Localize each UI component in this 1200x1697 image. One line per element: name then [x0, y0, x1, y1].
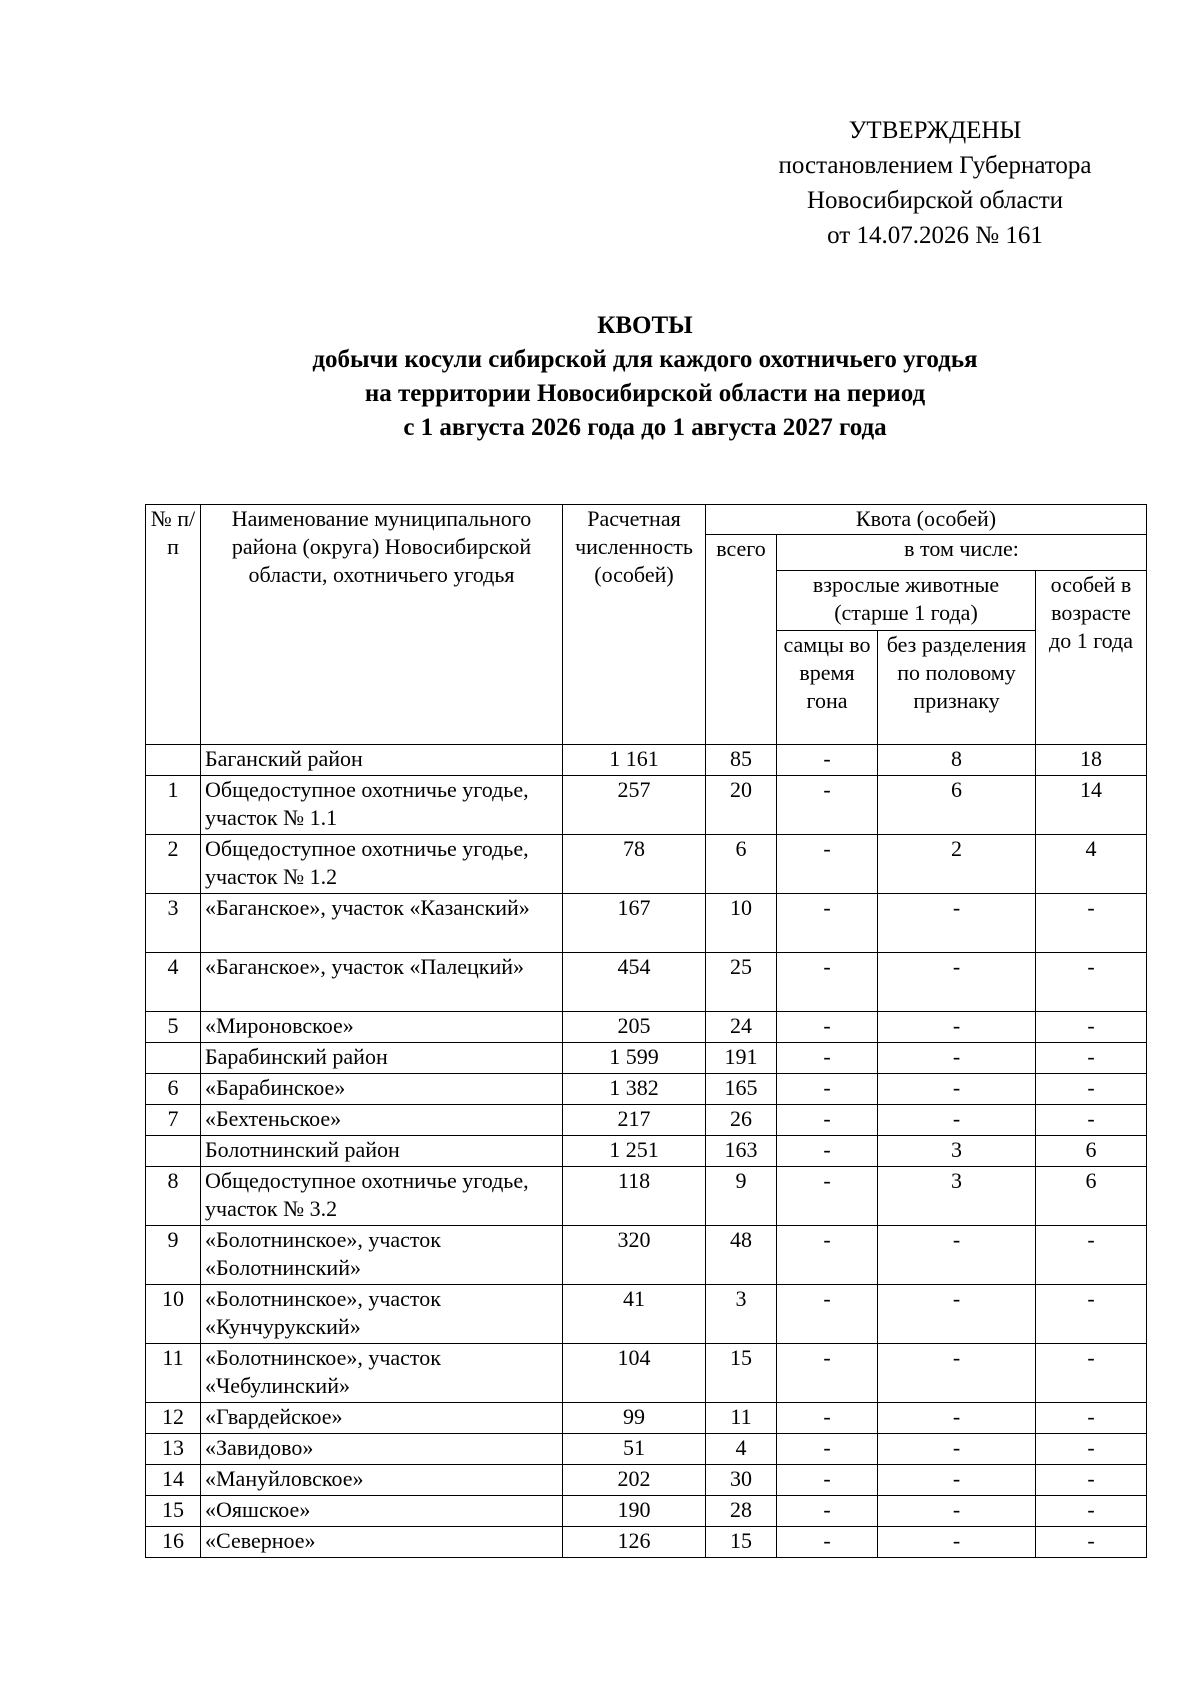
- table-row: [146, 1074, 1147, 1105]
- cell-total: 9: [706, 1167, 777, 1226]
- cell-name: «Завидово»: [201, 1434, 563, 1465]
- cell-no-sex: 3: [878, 1167, 1036, 1226]
- cell-males-rut: -: [777, 1074, 878, 1105]
- cell-population: 454: [563, 953, 706, 1012]
- cell-males-rut: -: [777, 1434, 878, 1465]
- cell-num: [146, 1136, 201, 1167]
- cell-num: 2: [146, 835, 201, 894]
- cell-no-sex: -: [878, 894, 1036, 953]
- cell-no-sex: -: [878, 1403, 1036, 1434]
- cell-young: -: [1036, 1344, 1147, 1403]
- cell-name: Баганский район: [201, 745, 563, 776]
- title-heading: КВОТЫ: [597, 312, 693, 339]
- cell-num: 5: [146, 1012, 201, 1043]
- cell-name: «Мироновское»: [201, 1012, 563, 1043]
- cell-total: 26: [706, 1105, 777, 1136]
- cell-total: 85: [706, 745, 777, 776]
- table-row: [146, 1167, 1147, 1226]
- cell-males-rut: -: [777, 1226, 878, 1285]
- cell-males-rut: -: [777, 1167, 878, 1226]
- cell-num: 9: [146, 1226, 201, 1285]
- cell-total: 11: [706, 1403, 777, 1434]
- cell-num: 14: [146, 1465, 201, 1496]
- cell-population: 99: [563, 1403, 706, 1434]
- header-males-rut: самцы во время гона: [777, 631, 878, 745]
- cell-young: -: [1036, 894, 1147, 953]
- header-young: особей в возрасте до 1 года: [1036, 571, 1147, 745]
- cell-young: -: [1036, 1043, 1147, 1074]
- cell-name: «Баганское», участок «Казанский»: [201, 894, 563, 953]
- cell-young: 18: [1036, 745, 1147, 776]
- cell-num: 1: [146, 776, 201, 835]
- table-row: [146, 1285, 1147, 1344]
- header-name: Наименование муниципального района (округа) Новосибирской области, охотничьего угодья: [201, 505, 563, 745]
- cell-population: 1 161: [563, 745, 706, 776]
- cell-males-rut: -: [777, 1043, 878, 1074]
- cell-young: -: [1036, 1074, 1147, 1105]
- cell-num: 4: [146, 953, 201, 1012]
- cell-young: -: [1036, 1465, 1147, 1496]
- cell-num: 13: [146, 1434, 201, 1465]
- header-num: № п/п: [146, 505, 201, 745]
- cell-num: 3: [146, 894, 201, 953]
- cell-total: 4: [706, 1434, 777, 1465]
- cell-population: 1 382: [563, 1074, 706, 1105]
- cell-name: «Баганское», участок «Палецкий»: [201, 953, 563, 1012]
- table-row: [146, 894, 1147, 953]
- district-row: [146, 1136, 1147, 1167]
- header-population: Расчетная численность (особей): [563, 505, 706, 745]
- cell-total: 165: [706, 1074, 777, 1105]
- district-row: [146, 1043, 1147, 1074]
- cell-males-rut: -: [777, 1527, 878, 1558]
- cell-no-sex: -: [878, 1285, 1036, 1344]
- cell-population: 118: [563, 1167, 706, 1226]
- cell-no-sex: -: [878, 953, 1036, 1012]
- cell-population: 126: [563, 1527, 706, 1558]
- cell-population: 41: [563, 1285, 706, 1344]
- cell-young: -: [1036, 1496, 1147, 1527]
- cell-males-rut: -: [777, 1285, 878, 1344]
- table-row: [146, 1465, 1147, 1496]
- table-row: [146, 1434, 1147, 1465]
- cell-males-rut: -: [777, 835, 878, 894]
- cell-num: 7: [146, 1105, 201, 1136]
- cell-total: 6: [706, 835, 777, 894]
- district-row: [146, 745, 1147, 776]
- cell-population: 78: [563, 835, 706, 894]
- cell-name: Общедоступное охотничье угодье, участок № 1.1: [201, 776, 563, 835]
- cell-young: -: [1036, 1012, 1147, 1043]
- cell-name: «Ояшское»: [201, 1496, 563, 1527]
- table-row: [146, 1496, 1147, 1527]
- cell-total: 48: [706, 1226, 777, 1285]
- quota-table: [145, 504, 1147, 1558]
- cell-population: 167: [563, 894, 706, 953]
- cell-population: 320: [563, 1226, 706, 1285]
- cell-males-rut: -: [777, 1105, 878, 1136]
- cell-name: «Северное»: [201, 1527, 563, 1558]
- cell-males-rut: -: [777, 1403, 878, 1434]
- cell-population: 190: [563, 1496, 706, 1527]
- table-row: [146, 1403, 1147, 1434]
- header-no-sex: без разделения по половому признаку: [878, 631, 1036, 745]
- cell-total: 20: [706, 776, 777, 835]
- cell-young: -: [1036, 1285, 1147, 1344]
- table-row: [146, 1527, 1147, 1558]
- cell-no-sex: 8: [878, 745, 1036, 776]
- table-row: [146, 776, 1147, 835]
- cell-num: [146, 1043, 201, 1074]
- cell-no-sex: -: [878, 1012, 1036, 1043]
- cell-name: «Мануйловское»: [201, 1465, 563, 1496]
- cell-num: [146, 745, 201, 776]
- cell-total: 30: [706, 1465, 777, 1496]
- cell-no-sex: 6: [878, 776, 1036, 835]
- cell-num: 6: [146, 1074, 201, 1105]
- header-quota: Квота (особей): [706, 505, 1147, 535]
- cell-name: «Гвардейское»: [201, 1403, 563, 1434]
- cell-males-rut: -: [777, 776, 878, 835]
- cell-population: 51: [563, 1434, 706, 1465]
- cell-num: 11: [146, 1344, 201, 1403]
- cell-males-rut: -: [777, 1465, 878, 1496]
- title-line: добычи косули сибирской для каждого охотничьего угодья: [312, 346, 978, 373]
- cell-young: 14: [1036, 776, 1147, 835]
- table-row: [146, 835, 1147, 894]
- cell-total: 15: [706, 1527, 777, 1558]
- cell-total: 15: [706, 1344, 777, 1403]
- cell-no-sex: -: [878, 1527, 1036, 1558]
- cell-total: 163: [706, 1136, 777, 1167]
- cell-males-rut: -: [777, 1344, 878, 1403]
- cell-no-sex: -: [878, 1465, 1036, 1496]
- cell-population: 205: [563, 1012, 706, 1043]
- cell-no-sex: 3: [878, 1136, 1036, 1167]
- table-row: [146, 1012, 1147, 1043]
- cell-young: -: [1036, 1434, 1147, 1465]
- cell-no-sex: -: [878, 1105, 1036, 1136]
- table-header: [146, 505, 1147, 745]
- cell-num: 8: [146, 1167, 201, 1226]
- cell-name: Общедоступное охотничье угодье, участок № 1.2: [201, 835, 563, 894]
- cell-total: 3: [706, 1285, 777, 1344]
- cell-total: 24: [706, 1012, 777, 1043]
- cell-population: 257: [563, 776, 706, 835]
- table-row: [146, 1105, 1147, 1136]
- cell-young: -: [1036, 953, 1147, 1012]
- cell-no-sex: -: [878, 1074, 1036, 1105]
- cell-males-rut: -: [777, 1012, 878, 1043]
- approval-line: постановлением Губернатора: [778, 152, 1092, 179]
- cell-young: -: [1036, 1105, 1147, 1136]
- cell-no-sex: -: [878, 1226, 1036, 1285]
- cell-males-rut: -: [777, 1136, 878, 1167]
- cell-no-sex: -: [878, 1043, 1036, 1074]
- cell-total: 10: [706, 894, 777, 953]
- cell-young: 6: [1036, 1136, 1147, 1167]
- cell-males-rut: -: [777, 1496, 878, 1527]
- approval-line: Новосибирской области: [806, 187, 1064, 214]
- cell-name: «Барабинское»: [201, 1074, 563, 1105]
- document-title: [145, 309, 1145, 445]
- cell-total: 25: [706, 953, 777, 1012]
- table-row: [146, 1226, 1147, 1285]
- header-adults: взрослые животные (старше 1 года): [777, 571, 1036, 631]
- cell-population: 1 251: [563, 1136, 706, 1167]
- cell-name: Общедоступное охотничье угодье, участок № 3.2: [201, 1167, 563, 1226]
- cell-name: Болотнинский район: [201, 1136, 563, 1167]
- cell-no-sex: -: [878, 1434, 1036, 1465]
- cell-young: -: [1036, 1527, 1147, 1558]
- cell-name: «Болотнинское», участок «Чебулинский»: [201, 1344, 563, 1403]
- cell-young: 4: [1036, 835, 1147, 894]
- cell-total: 191: [706, 1043, 777, 1074]
- cell-name: «Болотнинское», участок «Кунчурукский»: [201, 1285, 563, 1344]
- cell-young: -: [1036, 1226, 1147, 1285]
- header-including: в том числе:: [777, 535, 1147, 571]
- table-row: [146, 953, 1147, 1012]
- approval-block: [760, 113, 1110, 253]
- cell-name: «Бехтеньское»: [201, 1105, 563, 1136]
- cell-young: -: [1036, 1403, 1147, 1434]
- cell-total: 28: [706, 1496, 777, 1527]
- cell-no-sex: -: [878, 1344, 1036, 1403]
- cell-name: «Болотнинское», участок «Болотнинский»: [201, 1226, 563, 1285]
- header-total: всего: [706, 535, 777, 745]
- cell-population: 202: [563, 1465, 706, 1496]
- title-line: с 1 августа 2026 года до 1 августа 2027 года: [403, 414, 887, 441]
- cell-no-sex: -: [878, 1496, 1036, 1527]
- table-body: [146, 745, 1147, 1558]
- cell-num: 12: [146, 1403, 201, 1434]
- cell-population: 217: [563, 1105, 706, 1136]
- cell-name: Барабинский район: [201, 1043, 563, 1074]
- approval-heading: УТВЕРЖДЕНЫ: [848, 117, 1022, 144]
- cell-no-sex: 2: [878, 835, 1036, 894]
- cell-num: 15: [146, 1496, 201, 1527]
- title-line: на территории Новосибирской области на период: [364, 380, 926, 407]
- cell-num: 16: [146, 1527, 201, 1558]
- cell-num: 10: [146, 1285, 201, 1344]
- cell-males-rut: -: [777, 953, 878, 1012]
- cell-males-rut: -: [777, 894, 878, 953]
- approval-date: от 14.07.2026 № 161: [827, 222, 1043, 249]
- cell-males-rut: -: [777, 745, 878, 776]
- cell-population: 1 599: [563, 1043, 706, 1074]
- table-row: [146, 1344, 1147, 1403]
- cell-young: 6: [1036, 1167, 1147, 1226]
- cell-population: 104: [563, 1344, 706, 1403]
